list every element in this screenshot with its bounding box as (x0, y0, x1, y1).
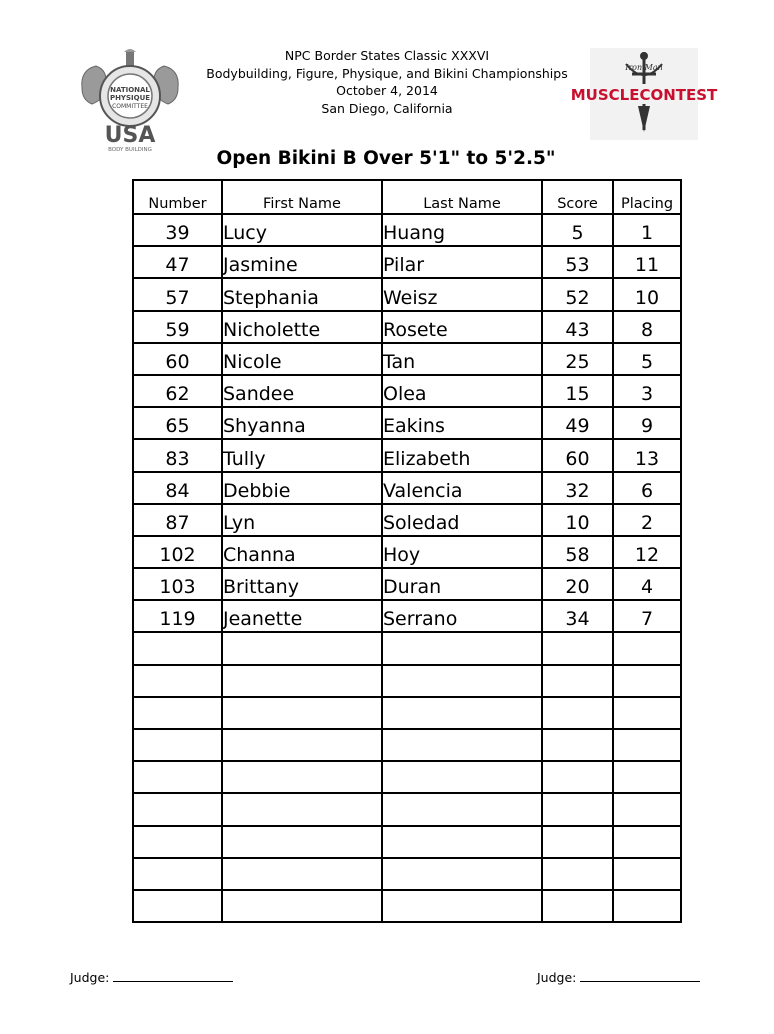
cell-last-name (382, 761, 542, 793)
cell-score: 5 (542, 214, 613, 246)
cell-score (542, 632, 613, 664)
cell-last-name (382, 793, 542, 825)
table-row (133, 697, 681, 729)
cell-first-name (222, 729, 382, 761)
cell-score: 34 (542, 600, 613, 632)
muscle-contest-text: MUSCLECONTEST (570, 86, 718, 104)
cell-placing (613, 826, 681, 858)
cell-placing: 13 (613, 439, 681, 471)
cell-score: 49 (542, 407, 613, 439)
cell-first-name: Brittany (222, 568, 382, 600)
cell-first-name: Lyn (222, 504, 382, 536)
cell-last-name: Pilar (382, 246, 542, 278)
cell-placing: 4 (613, 568, 681, 600)
table-row (133, 536, 681, 568)
cell-score (542, 858, 613, 890)
cell-placing: 7 (613, 600, 681, 632)
cell-placing: 2 (613, 504, 681, 536)
cell-last-name (382, 826, 542, 858)
cell-placing: 5 (613, 343, 681, 375)
cell-first-name: Tully (222, 439, 382, 471)
cell-number: 39 (133, 214, 222, 246)
header-placing: Placing (613, 180, 681, 214)
cell-placing: 8 (613, 311, 681, 343)
cell-number: 102 (133, 536, 222, 568)
event-date: October 4, 2014 (336, 83, 438, 98)
table-row (133, 890, 681, 922)
cell-first-name: Shyanna (222, 407, 382, 439)
event-name: NPC Border States Classic XXXVI (284, 48, 490, 63)
cell-placing: 10 (613, 278, 681, 310)
cell-placing: 3 (613, 375, 681, 407)
cell-first-name (222, 697, 382, 729)
cell-number: 47 (133, 246, 222, 278)
cell-last-name (382, 729, 542, 761)
table-row (133, 278, 681, 310)
cell-number (133, 826, 222, 858)
cell-number (133, 858, 222, 890)
cell-first-name: Stephania (222, 278, 382, 310)
cell-placing: 12 (613, 536, 681, 568)
cell-last-name: Serrano (382, 600, 542, 632)
cell-score (542, 826, 613, 858)
cell-last-name: Weisz (382, 278, 542, 310)
cell-number (133, 793, 222, 825)
judge-label-left: Judge: (70, 970, 110, 985)
cell-placing: 6 (613, 472, 681, 504)
cell-first-name (222, 890, 382, 922)
table-row (133, 858, 681, 890)
cell-score (542, 665, 613, 697)
table-row (133, 793, 681, 825)
cell-placing (613, 632, 681, 664)
npc-usa-logo (74, 48, 186, 152)
table-header-row (133, 180, 681, 214)
judge-label-right: Judge: (537, 970, 577, 985)
cell-first-name: Jeanette (222, 600, 382, 632)
cell-score: 60 (542, 439, 613, 471)
cell-first-name: Nicholette (222, 311, 382, 343)
cell-number: 84 (133, 472, 222, 504)
judge-line-left (113, 970, 233, 982)
cell-last-name (382, 890, 542, 922)
cell-score: 58 (542, 536, 613, 568)
cell-first-name: Lucy (222, 214, 382, 246)
cell-score (542, 890, 613, 922)
cell-first-name (222, 793, 382, 825)
header-first-name: First Name (222, 180, 382, 214)
table-row (133, 632, 681, 664)
cell-last-name: Tan (382, 343, 542, 375)
cell-last-name (382, 665, 542, 697)
cell-number: 60 (133, 343, 222, 375)
cell-placing (613, 890, 681, 922)
results-table (132, 179, 682, 923)
cell-number: 87 (133, 504, 222, 536)
cell-number (133, 697, 222, 729)
table-row (133, 826, 681, 858)
event-location: San Diego, California (321, 100, 453, 116)
cell-first-name (222, 826, 382, 858)
judge-line-right (580, 970, 700, 982)
table-row (133, 439, 681, 471)
cell-placing (613, 858, 681, 890)
cell-number: 62 (133, 375, 222, 407)
cell-number: 59 (133, 311, 222, 343)
cell-last-name: Eakins (382, 407, 542, 439)
table-row (133, 343, 681, 375)
cell-placing (613, 793, 681, 825)
table-row (133, 504, 681, 536)
table-row (133, 568, 681, 600)
cell-last-name: Soledad (382, 504, 542, 536)
table-row (133, 472, 681, 504)
cell-first-name (222, 632, 382, 664)
table-row (133, 246, 681, 278)
cell-score (542, 761, 613, 793)
svg-text:PHYSIQUE: PHYSIQUE (109, 94, 151, 102)
cell-last-name: Valencia (382, 472, 542, 504)
cell-number: 65 (133, 407, 222, 439)
cell-score: 10 (542, 504, 613, 536)
svg-text:BODY BUILDING: BODY BUILDING (108, 147, 152, 153)
cell-placing: 9 (613, 407, 681, 439)
cell-last-name: Rosete (382, 311, 542, 343)
cell-last-name (382, 697, 542, 729)
cell-number (133, 890, 222, 922)
cell-score: 43 (542, 311, 613, 343)
table-row (133, 311, 681, 343)
cell-score: 25 (542, 343, 613, 375)
cell-last-name: Elizabeth (382, 439, 542, 471)
cell-last-name: Olea (382, 375, 542, 407)
cell-number: 57 (133, 278, 222, 310)
cell-score (542, 793, 613, 825)
cell-number (133, 761, 222, 793)
cell-score (542, 729, 613, 761)
cell-number (133, 665, 222, 697)
svg-text:Iron Man: Iron Man (625, 63, 663, 72)
cell-first-name: Channa (222, 536, 382, 568)
cell-placing: 11 (613, 246, 681, 278)
cell-number: 103 (133, 568, 222, 600)
cell-score: 15 (542, 375, 613, 407)
cell-last-name (382, 632, 542, 664)
cell-placing (613, 665, 681, 697)
cell-number (133, 729, 222, 761)
cell-last-name: Huang (382, 214, 542, 246)
cell-last-name: Duran (382, 568, 542, 600)
cell-first-name (222, 858, 382, 890)
cell-placing (613, 729, 681, 761)
cell-first-name (222, 761, 382, 793)
cell-score: 52 (542, 278, 613, 310)
table-row (133, 600, 681, 632)
cell-first-name: Sandee (222, 375, 382, 407)
header-last-name: Last Name (382, 180, 542, 214)
cell-score (542, 697, 613, 729)
usa-logo-text: USA (104, 123, 156, 148)
header-number: Number (133, 180, 222, 214)
svg-text:NATIONAL: NATIONAL (110, 86, 150, 94)
judge-signature-left (70, 970, 233, 985)
table-row (133, 214, 681, 246)
cell-score: 32 (542, 472, 613, 504)
table-row (133, 375, 681, 407)
cell-first-name: Jasmine (222, 246, 382, 278)
table-row (133, 407, 681, 439)
cell-score: 20 (542, 568, 613, 600)
cell-number: 119 (133, 600, 222, 632)
cell-number: 83 (133, 439, 222, 471)
event-header (190, 47, 584, 117)
cell-placing (613, 761, 681, 793)
cell-placing (613, 697, 681, 729)
judge-signature-right (537, 970, 700, 985)
cell-last-name: Hoy (382, 536, 542, 568)
cell-first-name: Debbie (222, 472, 382, 504)
cell-first-name: Nicole (222, 343, 382, 375)
division-title: Open Bikini B Over 5'1" to 5'2.5" (216, 148, 556, 169)
cell-score: 53 (542, 246, 613, 278)
table-row (133, 729, 681, 761)
muscle-contest-logo (570, 46, 718, 142)
svg-text:COMMITTEE: COMMITTEE (112, 103, 148, 110)
table-row (133, 761, 681, 793)
cell-last-name (382, 858, 542, 890)
cell-placing: 1 (613, 214, 681, 246)
cell-first-name (222, 665, 382, 697)
header-score: Score (542, 180, 613, 214)
event-divisions: Bodybuilding, Figure, Physique, and Bikini Championships (206, 65, 568, 81)
cell-number (133, 632, 222, 664)
table-row (133, 665, 681, 697)
